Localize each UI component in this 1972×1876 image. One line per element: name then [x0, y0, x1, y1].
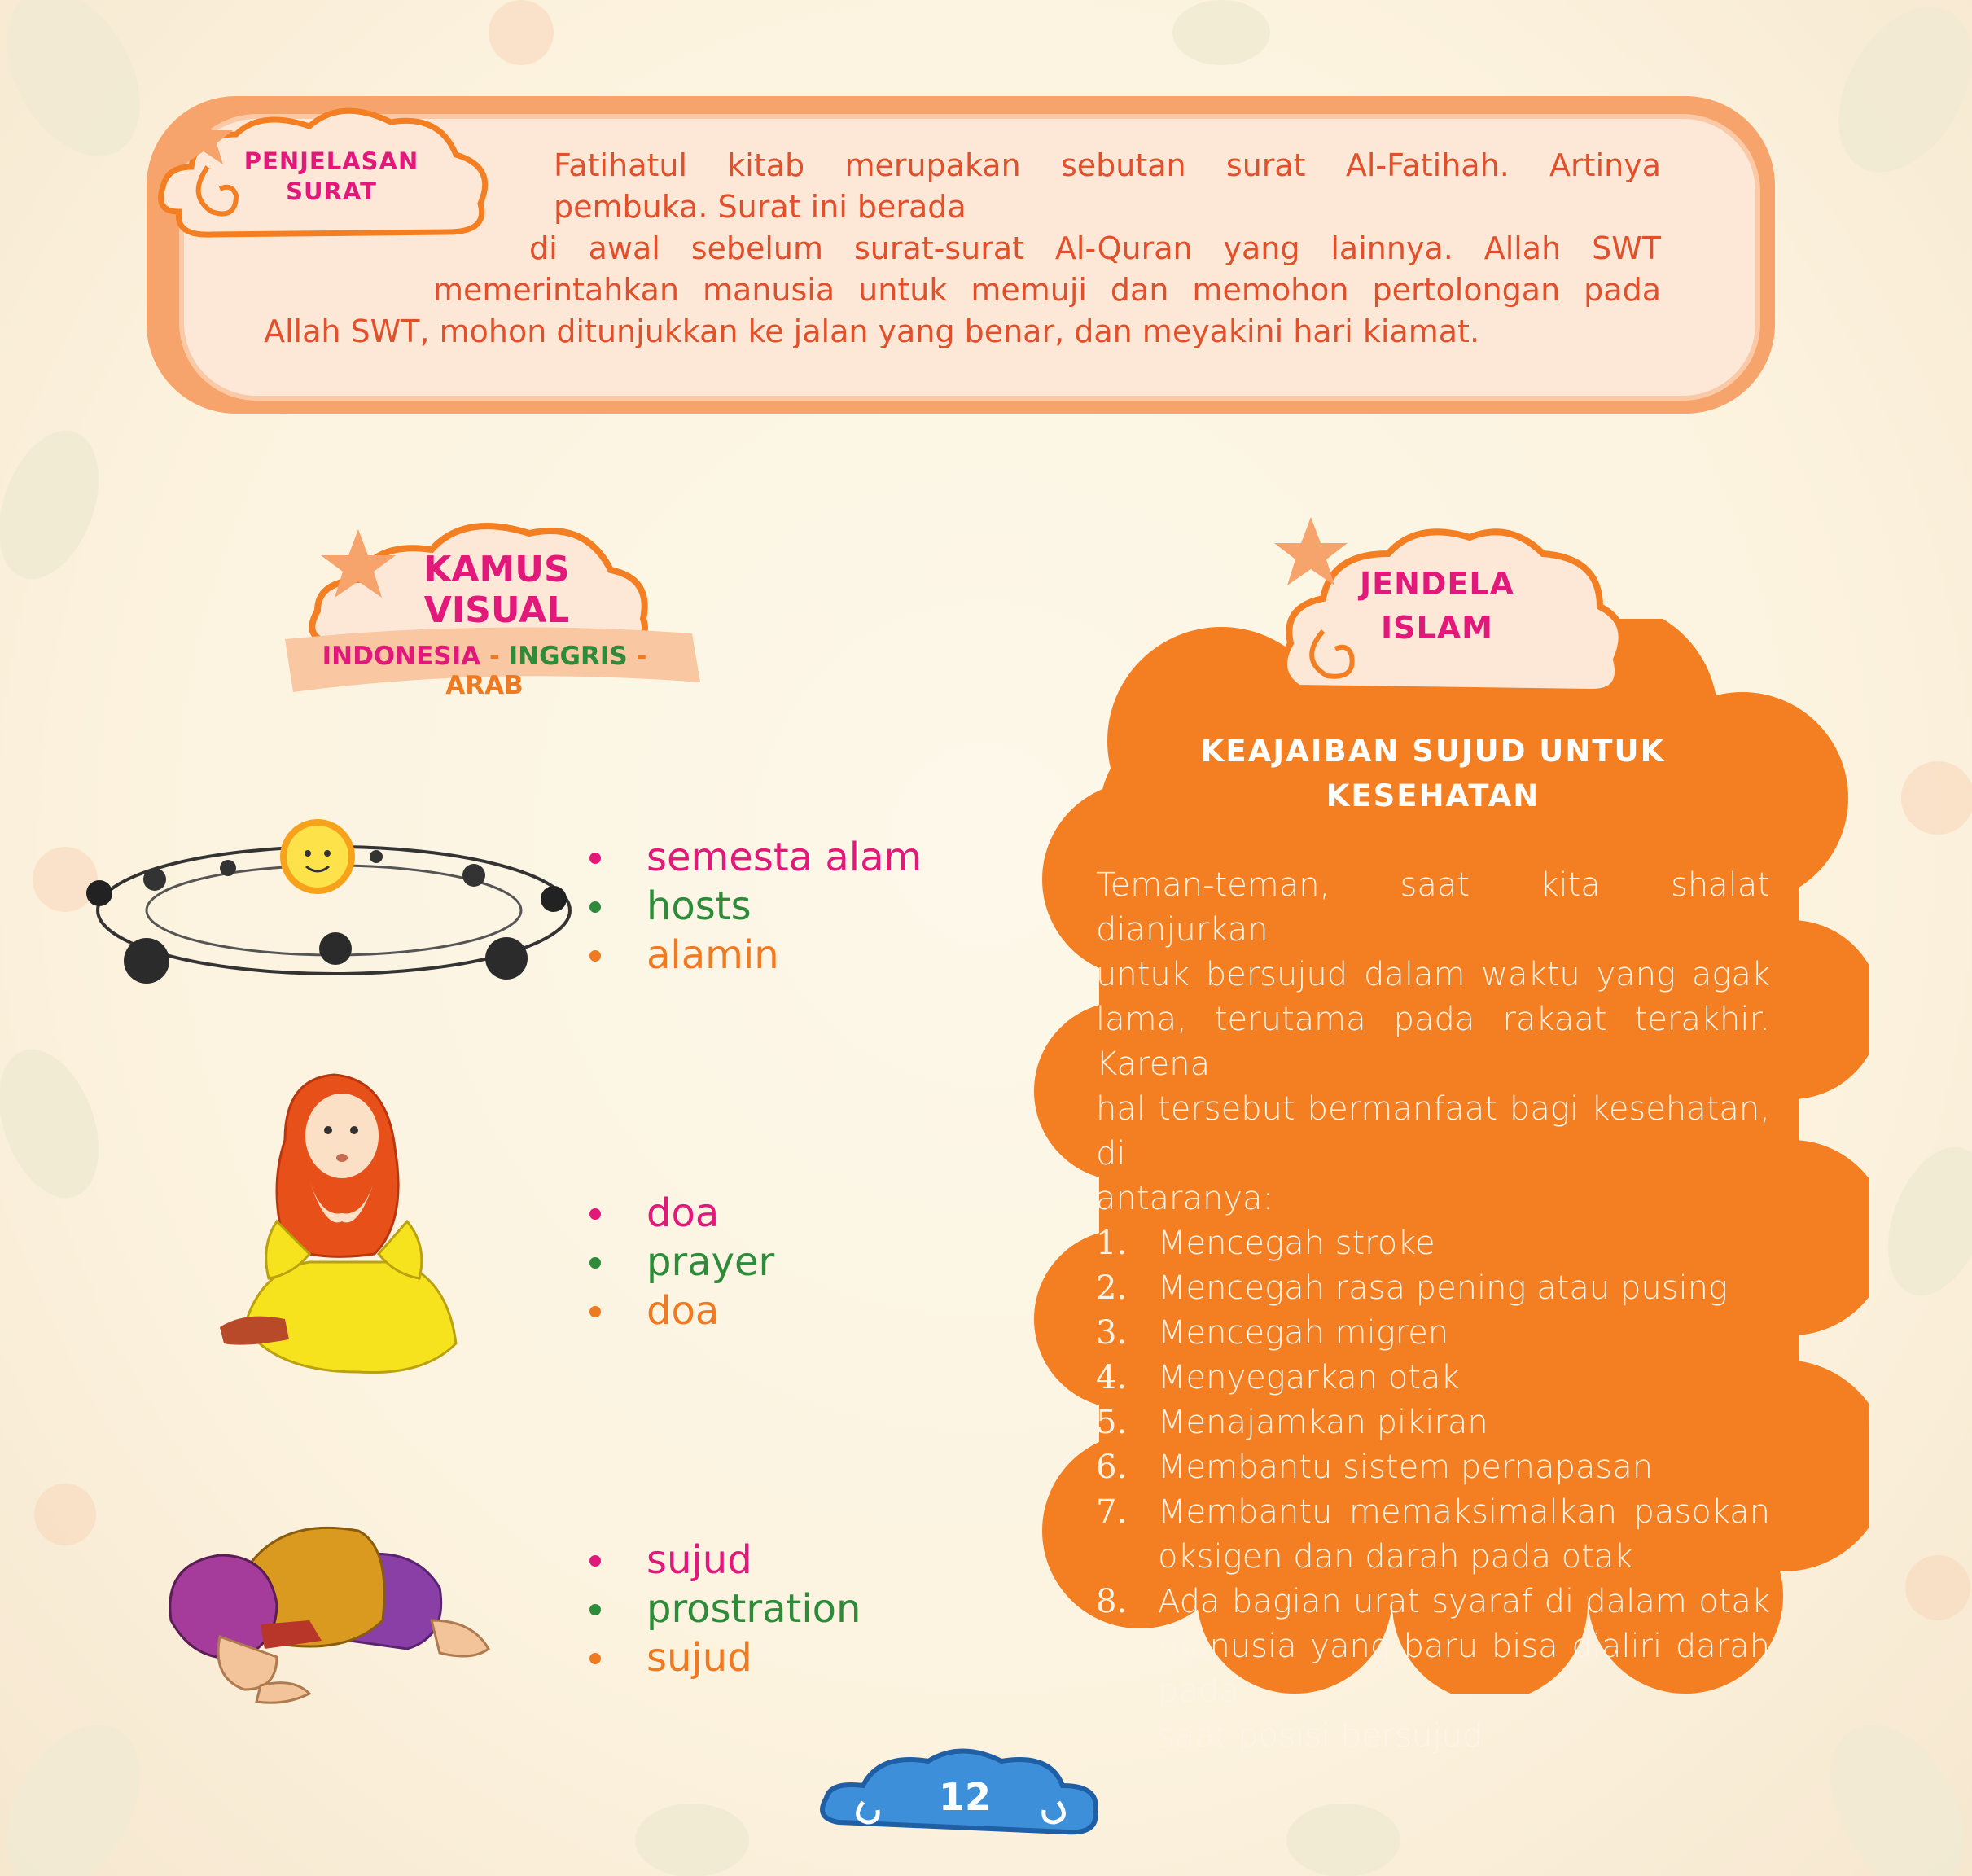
sun-icon [280, 819, 355, 894]
list-item: 1. Mencegah stroke [1096, 1225, 1435, 1262]
vocab-entry-1: semesta alam hosts alamin [586, 833, 922, 980]
jendela-intro: Teman-teman, saat kita shalat dianjurkan untuk bersujud dalam waktu yang agak lama, terutama pada rakaat terakhir. Karena hal tersebut bermanfaat bagi kesehatan, di antaranya: [1096, 866, 1770, 1217]
penjelasan-text: Fatihatul kitab merupakan sebutan surat Al-Fatihah. Artinya pembuka. Surat ini berada di awal sebelum surat-surat Al-Quran yang lainnya. Allah SWT memerintahkan manusia untuk memuji dan memohon pertolongan pada Allah SWT, mohon ditunjukkan ke jalan yang benar, dan meyakini hari kiamat. [264, 147, 1661, 349]
vocab-entry-3: sujud prostration sujud [586, 1536, 861, 1682]
list-item: 3. Mencegah migren [1096, 1314, 1449, 1352]
list-item: 8. Ada bagian urat syaraf di dalam otak manusia yang baru bisa dialiri darah pada saat posisi bersujud [1096, 1583, 1770, 1755]
prostrating-boy-illustration [147, 1498, 505, 1718]
page-number: 12 [938, 1775, 991, 1819]
jendela-heading: KEAJAIBAN SUJUD UNTUK KESEHATAN [1200, 734, 1666, 813]
list-item: 2. Mencegah rasa pening atau pusing [1096, 1269, 1729, 1307]
solar-system-illustration [81, 814, 586, 993]
benefit-list [1096, 1221, 1770, 1759]
kamus-visual-title: KAMUS VISUAL [423, 549, 570, 631]
vocab-entry-2: doa prayer doa [586, 1189, 774, 1335]
jendela-islam-title: JENDELA ISLAM [1359, 566, 1515, 646]
penjelasan-label: PENJELASAN SURAT [243, 147, 419, 205]
list-item: 7. Membantu memaksimalkan pasokan oksigen dan darah pada otak [1096, 1493, 1770, 1576]
praying-girl-illustration [212, 1059, 472, 1384]
list-item: 4. Menyegarkan otak [1096, 1359, 1460, 1396]
list-item: 6. Membantu sistem pernapasan [1096, 1449, 1654, 1486]
jendela-body [1096, 863, 1770, 1759]
list-item: 5. Menajamkan pikiran [1096, 1404, 1488, 1441]
kamus-visual-subtitle: INDONESIA - INGGRIS - ARAB [322, 642, 647, 700]
